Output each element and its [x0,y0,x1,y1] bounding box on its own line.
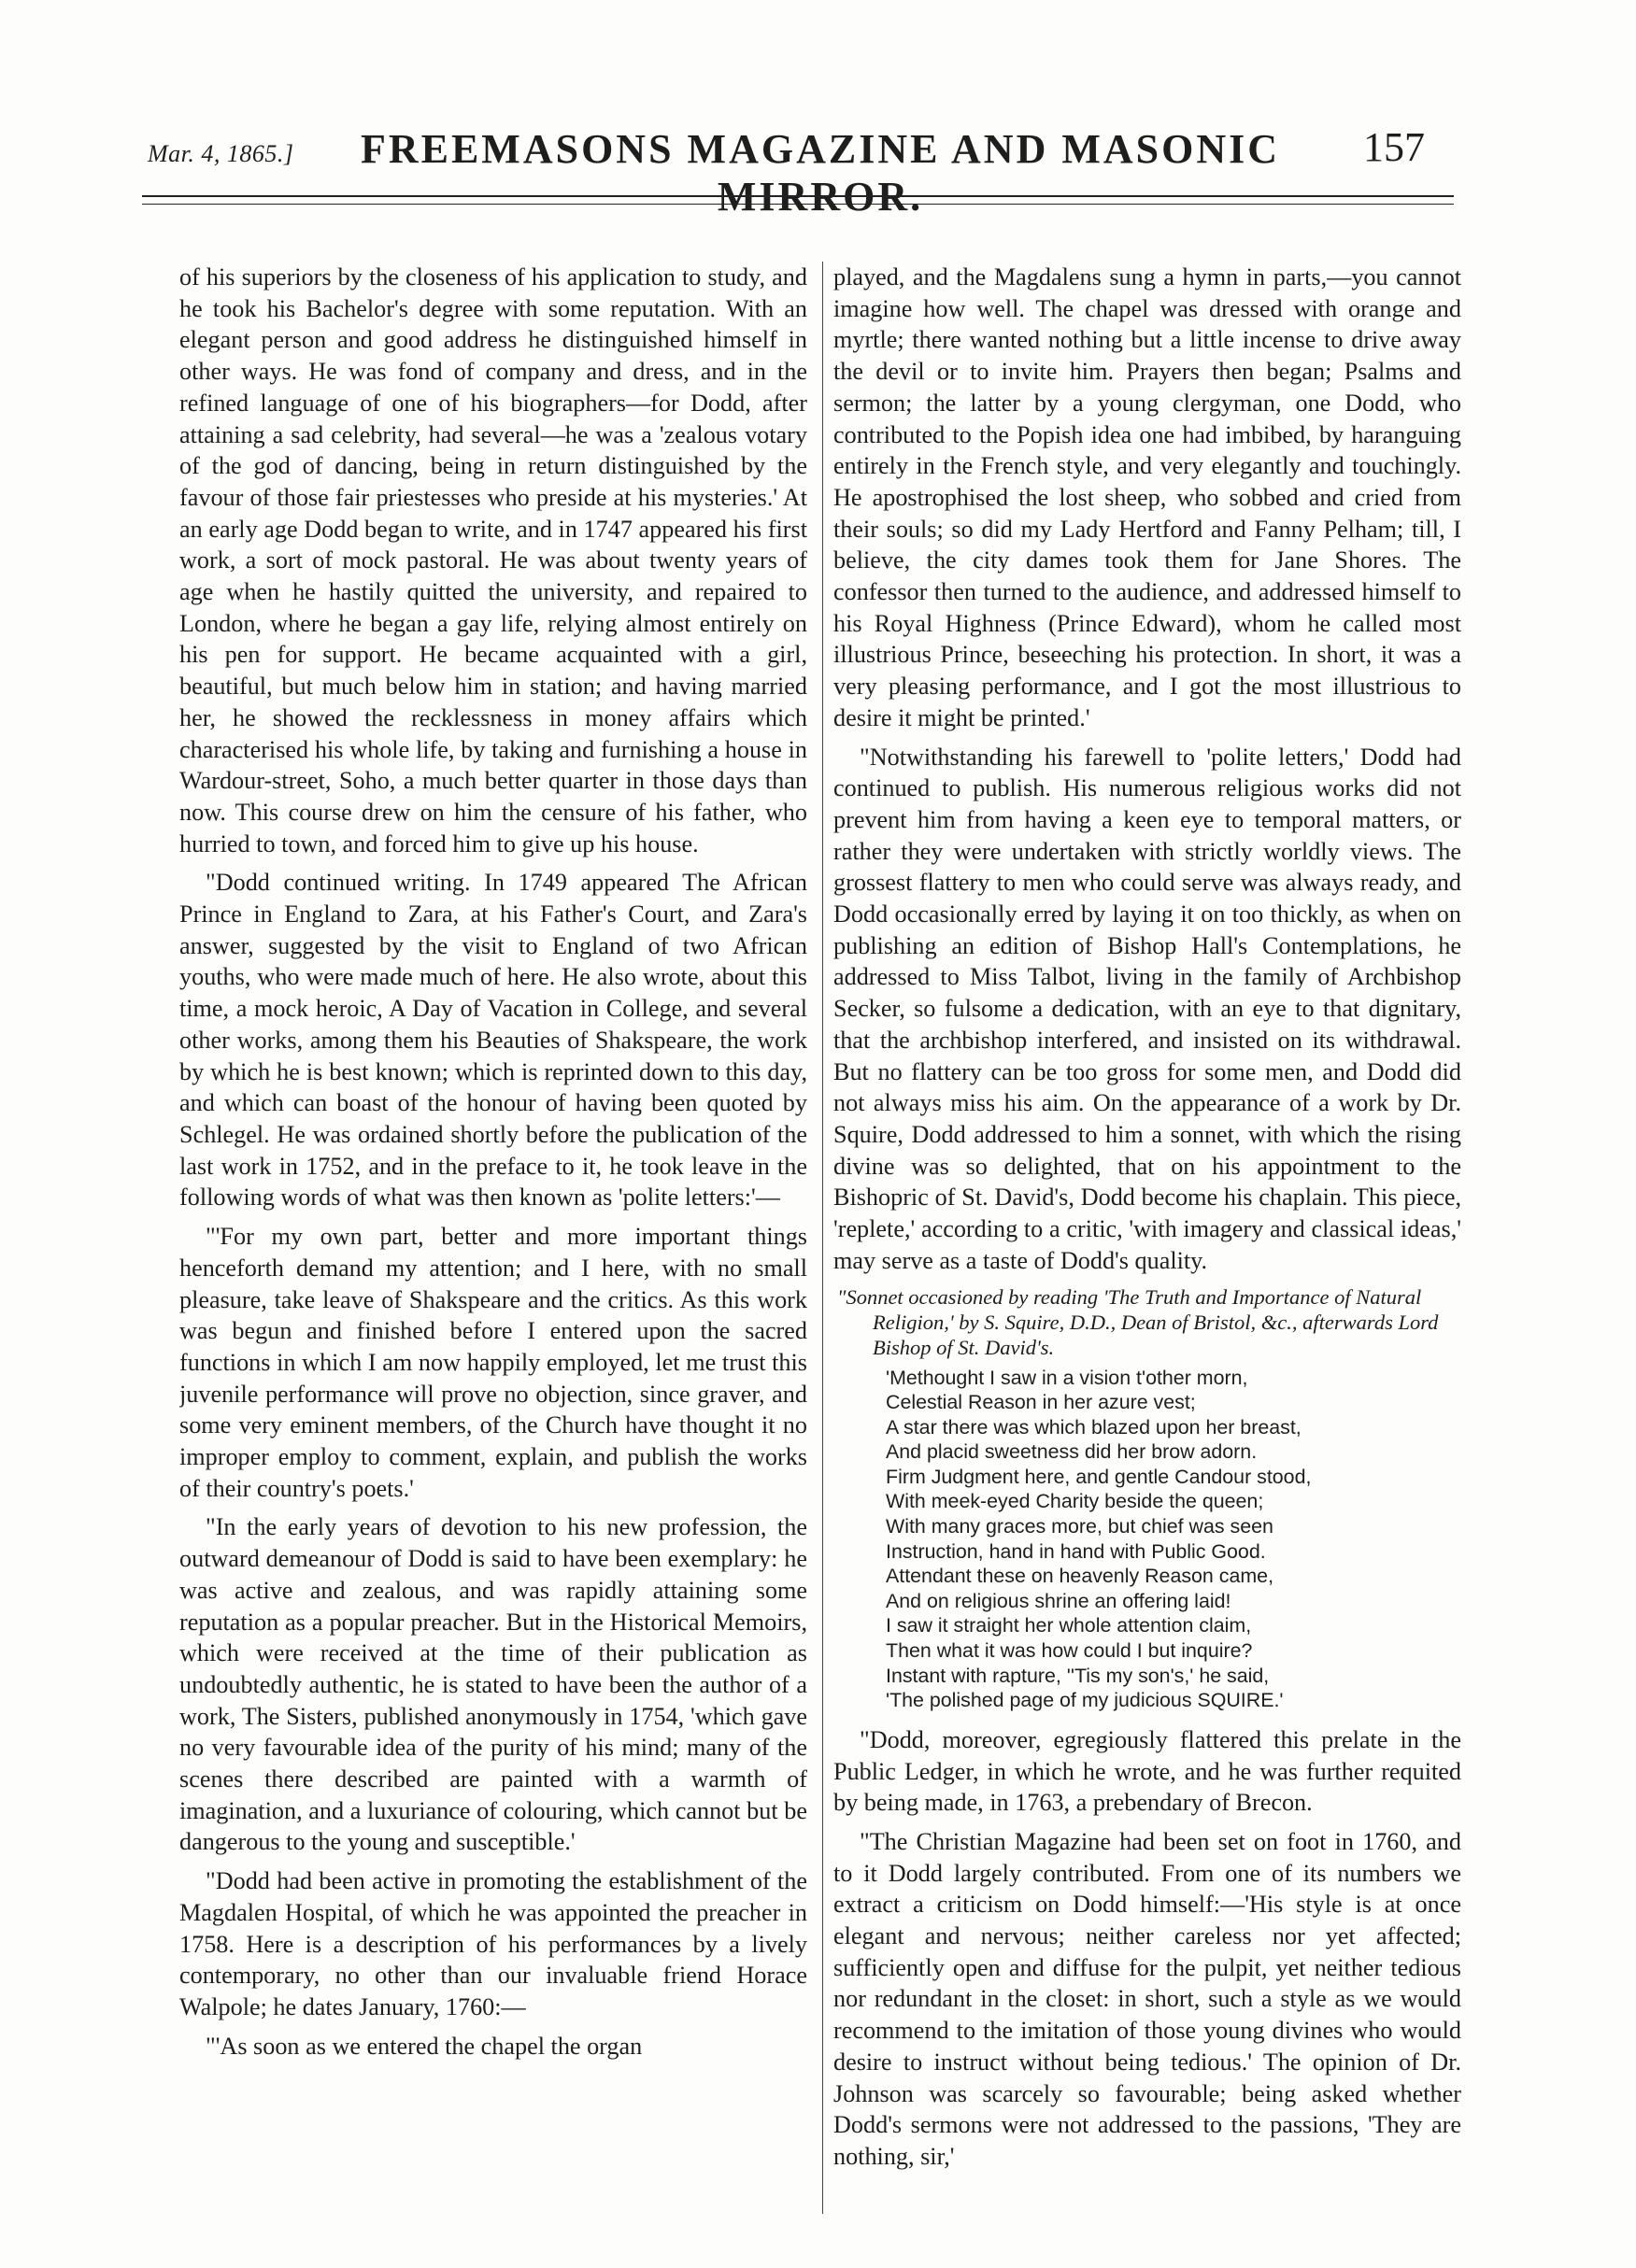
verse-line: Firm Judgment here, and gentle Candour stood, [886,1465,1312,1488]
paragraph: "In the early years of devotion to his new profession, the outward demeanour of Dodd is said to have been exemplary: he was active and zealous, and was rapidly attaining some reputation as a popular preacher. But in the Historical Memoirs, which were received at the time of their publication as undoubtedly authentic, he is stated to have been the author of a work, The Sisters, published anonymously in 1754, 'which gave no very favourable idea of the purity of his mind; many of the scenes there described are painted with a warmth of imagination, and a luxuriance of colouring, which cannot but be dangerous to the young and susceptible.' [179,1513,807,1856]
right-column [833,262,1461,2214]
verse-line: A star there was which blazed upon her breast, [886,1415,1302,1439]
verse-line: With meek-eyed Charity beside the queen; [886,1490,1264,1513]
paragraph: "The Christian Magazine had been set on foot in 1760, and to it Dodd largely contributed. From one of its numbers we extract a criticism on Dodd himself:—'His style is at once elegant and nervous; neither careless nor yet affected; sufficiently open and diffuse for the pulpit, yet neither tedious nor redundant in the closet: in short, such a style as we would recommend to the imitation of those young divines who would desire to instruct without being tedious.' The opinion of Dr. Johnson was scarcely so favourable; being asked whether Dodd's sermons were not addressed to the passions, 'They are nothing, sir,' [833,1827,1461,2170]
page-number: 157 [1363,124,1425,170]
verse-line: 'Methought I saw in a vision t'other morn, [886,1366,1248,1389]
verse-line: And on religious shrine an offering laid! [886,1589,1231,1612]
header-rule-thin [142,204,1454,205]
running-header [148,120,1458,220]
sonnet-heading: "Sonnet occasioned by reading 'The Truth and Importance of Natural Religion,' by S. Squire, D.D., Dean of Bristol, &c., afterwards Lord Bishop of St. David's. [837,1284,1439,1359]
paragraph: "'For my own part, better and more important things henceforth demand my attention; and I here, with no small pleasure, take leave of Shakspeare and the critics. As this work was begun and finished before I entered upon the sacred functions in which I am now happily employed, let me trust this juvenile performance will prove no objection, since graver, and some very eminent members, of the Church have thought it no improper employ to comment, explain, and publish the works of their country's poets.' [179,1223,807,1502]
paragraph: "Dodd continued writing. In 1749 appeared The African Prince in England to Zara, at his Father's Court, and Zara's answer, suggested by the visit to England of two African youths, who were made much of here. He also wrote, about this time, a mock heroic, A Day of Vacation in College, and several other works, among them his Beauties of Shakspeare, the work by which he is best known; which is reprinted down to this day, and which can boast of the honour of having been quoted by Schlegel. He was ordained shortly before the publication of the last work in 1752, and in the preface to it, he took leave in the following words of what was then known as 'polite letters:'— [179,869,807,1212]
verse-line: And placid sweetness did her brow adorn. [886,1440,1258,1464]
header-rule [142,195,1454,197]
verse-line: 'The polished page of my judicious SQUIRE.' [886,1689,1284,1712]
issue-date: Mar. 4, 1865.] [148,140,294,167]
verse-line: Attendant these on heavenly Reason came, [886,1565,1274,1588]
sonnet [886,1366,1461,1713]
verse-line: Celestial Reason in her azure vest; [886,1391,1196,1414]
paragraph: "'As soon as we entered the chapel the organ [206,2032,643,2060]
verse-line: With many graces more, but chief was seen [886,1515,1273,1538]
paragraph: "Dodd had been active in promoting the establishment of the Magdalen Hospital, of which he was appointed the preacher in 1758. Here is a description of his performances by a lively contemporary, no other than our invaluable friend Horace Walpole; he dates January, 1760:— [179,1867,807,2020]
verse-line: Instant with rapture, ''Tis my son's,' he said, [886,1664,1270,1687]
left-column [179,262,807,2214]
masthead-title: FREEMASONS MAGAZINE AND MASONIC MIRROR. [360,126,1281,220]
paragraph: "Notwithstanding his farewell to 'polite letters,' Dodd had continued to publish. His numerous religious works did not prevent him from having a keen eye to temporal matters, or rather they were undertaken with strictly worldly views. The grossest flattery to men who could serve was always ready, and Dodd occasionally erred by laying it on too thickly, as when on publishing an edition of Bishop Hall's Contemplations, he addressed to Miss Talbot, living in the family of Archbishop Secker, so fulsome a dedication, with an eye to that dignitary, that the archbishop interfered, and insisted on its withdrawal. But no flattery can be too gross for some men, and Dodd did not always miss his aim. On the appearance of a work by Dr. Squire, Dodd addressed to him a sonnet, with which the rising divine was so delighted, that on his appointment to the Bishopric of St. David's, Dodd become his chaplain. This piece, 'replete,' according to a critic, 'with imagery and classical ideas,' may serve as a taste of Dodd's quality. [833,743,1461,1274]
paragraph: of his superiors by the closeness of his application to study, and he took his Bachelor's degree with some reputation. With an elegant person and good address he distinguished himself in other ways. He was fond of company and dress, and in the refined language of one of his biographers—for Dodd, after attaining a sad celebrity, had several—he was a 'zealous votary of the god of dancing, being in return distinguished by the favour of those fair priestesses who preside at his mysteries.' At an early age Dodd began to write, and in 1747 appeared his first work, a sort of mock pastoral. He was about twenty years of age when he hastily quitted the university, and repaired to London, where he began a gay life, relying almost entirely on his pen for support. He became acquainted with a girl, beautiful, but much below him in station; and having married her, he showed the recklessness in money affairs which characterised his whole life, by taking and furnishing a house in Wardour-street, Soho, a much better quarter in those days than now. This course drew on him the censure of his father, who hurried to town, and forced him to give up his house. [179,263,807,858]
paragraph: played, and the Magdalens sung a hymn in parts,—you cannot imagine how well. The chapel was dressed with orange and myrtle; there wanted nothing but a little incense to drive away the devil or to invite him. Prayers then began; Psalms and sermon; the latter by a young clergyman, one Dodd, who contributed to the Popish idea one had imbibed, by haranguing entirely in the French style, and very elegantly and touchingly. He apostrophised the lost sheep, who sobbed and cried from their souls; so did my Lady Hertford and Fanny Pelham; till, I believe, the city dames took them for Jane Shores. The confessor then turned to the audience, and addressed himself to his Royal Highness (Prince Edward), whom he called most illustrious Prince, beseeching his protection. In short, it was a very pleasing performance, and I got the most illustrious to desire it might be printed.' [833,263,1461,731]
paragraph: "Dodd, moreover, egregiously flattered this prelate in the Public Ledger, in which he wrote, and he was further requited by being made, in 1763, a prebendary of Brecon. [833,1725,1461,1817]
verse-line: I saw it straight her whole attention claim, [886,1614,1252,1637]
verse-line: Instruction, hand in hand with Public Good. [886,1539,1266,1563]
verse-line: Then what it was how could I but inquire? [886,1639,1253,1663]
column-divider [822,262,823,2214]
